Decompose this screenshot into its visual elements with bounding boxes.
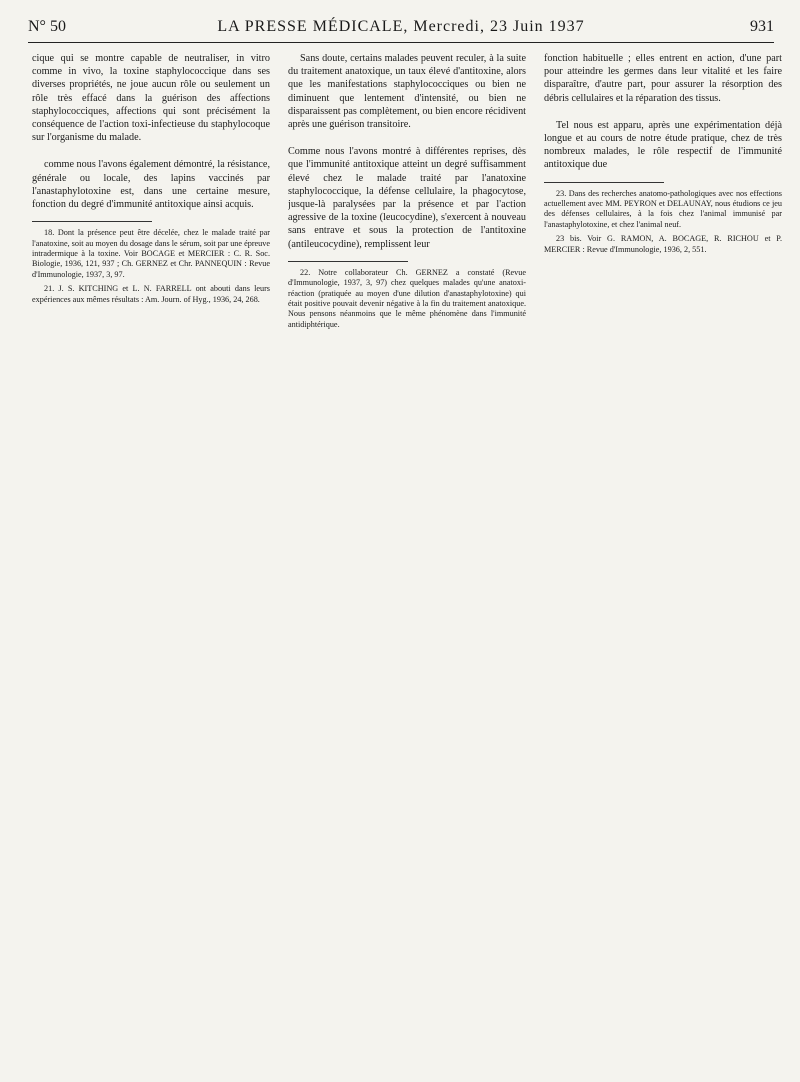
column-3 — [544, 52, 782, 1070]
footnote: 23 bis. Voir G. RAMON, A. BOCAGE, R. RICHOU et P. MERCIER : Revue d'Immunologie, 1936, 2, 551. — [544, 234, 782, 254]
page-header — [28, 12, 774, 43]
column-1-text-end: comme nous l'avons également démontré, la résistance, générale ou locale, des lapins vaccinés par l'anastaphylotoxine est, dans une certaine mesure, fonction du degré d'immunité antitoxique ainsi acquis. — [32, 159, 270, 211]
column-1 — [32, 52, 270, 1070]
footnote-rule — [288, 261, 408, 262]
column-2-text-end: Comme nous l'avons montré à différentes reprises, dès que l'immunité antitoxique atteint un degré suffisamment élevé chez le malade traité par l'anatoxine staphylococcique, la défense cellulaire, la phagocytose, jusque-là paralysées par la présence et par l'action agressive de la toxine (leucocydine), s'exercent à nouveau sans entrave et sous la protection de l'antitoxine (antileucocydine), remplissent leur — [288, 146, 526, 250]
column-2 — [288, 52, 526, 1070]
journal-title: LA PRESSE MÉDICALE, Mercredi, 23 Juin 1937 — [217, 18, 585, 35]
footnote: 21. J. S. KITCHING et L. N. FARRELL ont abouti dans leurs expériences aux mêmes résultats : Am. Journ. of Hyg., 1936, 24, 268. — [32, 284, 270, 304]
footnote: 23. Dans des recherches anatomo-pathologiques avec nos effections actuellement avec MM. PEYRON et DELAUNAY, nous étudions ce jeu des défenses cellulaires, à la fois chez l'animal immunisé par l'anastaphylotoxine, et chez l'animal neuf. — [544, 188, 782, 229]
column-3-text-start: fonction habituelle ; elles entrent en action, d'une part pour atteindre les germes dans leur vitalité et les faire disparaître, d'autre part, pour assurer la résorption des débris cellulaires et la réparation des tissus. — [544, 53, 782, 104]
column-2-text-start: Sans doute, certains malades peuvent reculer, à la suite du traitement anatoxique, un taux élevé d'antitoxine, alors que les manifestations staphylococciques ou bien ne diminuent que lentement d'intensité, ou bien ne disparaissent pas complètement, ou bien encore récidivent après une guérison transitoire. — [288, 53, 526, 131]
column-3-text-end: Tel nous est apparu, après une expérimentation déjà longue et au cours de notre étude pratique, chez de très nombreux malades, le rôle respectif de l'immunité antitoxique due — [544, 119, 782, 171]
page-number: 931 — [750, 18, 774, 35]
footnote: 18. Dont la présence peut être décelée, chez le malade traité par l'anatoxine, soit au moyen du dosage dans le sérum, soit par une épreuve intradermique à la toxine. Voir BOCAGE et MERCIER : C. R. Soc. Biologie, 1936, 121, 937 ; Ch. GERNEZ et Chr. PANNEQUIN : Revue d'Immunologie, 1937, 3, 97. — [32, 228, 270, 279]
footnote: 22. Notre collaborateur Ch. GERNEZ a constaté (Revue d'Immunologie, 1937, 3, 97) chez quelques malades qu'une anatoxi-réaction (pratiquée au moyen d'une dilution d'anastaphylotoxine) qui était positive pouvait devenir négative à la fin du traitement anatoxique. Nous pensons néanmoins que le même phénomène dans l'immunité antidiphtérique. — [288, 267, 526, 329]
column-1-text-start: cique qui se montre capable de neutraliser, in vitro comme in vivo, la toxine staphylococcique dans ses diverses propriétés, ne joue aucun rôle ou seulement un rôle très effacé dans la guérison des affections staphylococciques, affections qui sont précisément la conséquence de l'action toxi-infectieuse du staphylocoque sur l'organisme du malade. — [32, 53, 270, 144]
footnote-rule — [544, 182, 664, 183]
footnote-rule — [32, 221, 152, 222]
issue-number: N° 50 — [28, 18, 66, 35]
